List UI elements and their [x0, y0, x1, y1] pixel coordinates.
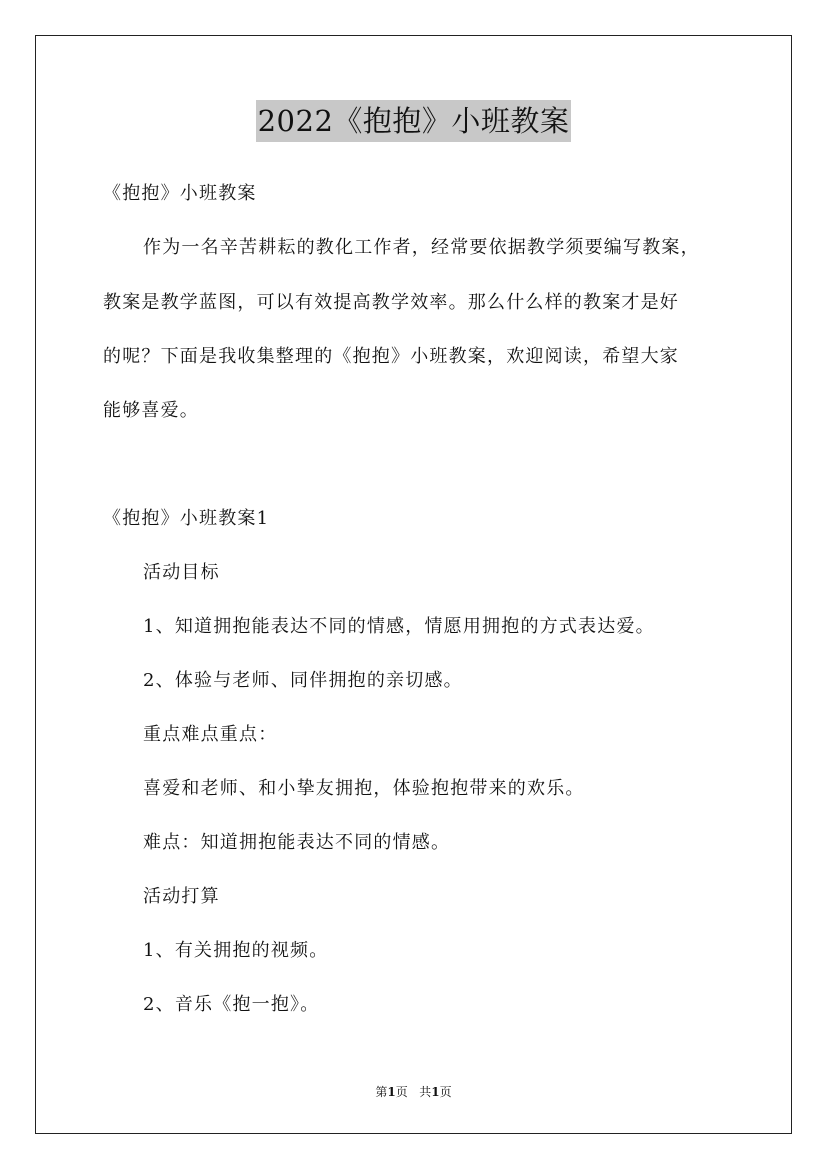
body-line-key-points: 重点难点重点： [143, 724, 278, 745]
body-line-activity-prep: 活动打算 [143, 886, 220, 907]
body-line-key-point-text: 喜爱和老师、和小挚友拥抱，体验抱抱带来的欢乐。 [143, 778, 585, 799]
footer-suffix: 页 [439, 1085, 452, 1099]
document-subtitle: 《抱抱》小班教案 [103, 183, 257, 204]
footer-page-total: 1 [431, 1085, 440, 1099]
title-container [0, 100, 827, 142]
intro-line-4: 能够喜爱。 [103, 400, 199, 421]
body-line-goal-2: 2、体验与老师、同伴拥抱的亲切感。 [143, 670, 463, 691]
section-title: 《抱抱》小班教案1 [103, 508, 270, 529]
body-line-prep-2: 2、音乐《抱一抱》。 [143, 994, 320, 1015]
page-footer [0, 1084, 827, 1100]
body-line-difficulty: 难点：知道拥抱能表达不同的情感。 [143, 832, 451, 853]
intro-line-3: 的呢？下面是我收集整理的《抱抱》小班教案，欢迎阅读，希望大家 [103, 346, 679, 367]
body-line-activity-goals: 活动目标 [143, 562, 220, 583]
intro-line-2: 教案是教学蓝图，可以有效提高教学效率。那么什么样的教案才是好 [103, 292, 679, 313]
footer-prefix: 第 [375, 1085, 388, 1099]
footer-page-number: 1 [387, 1085, 396, 1099]
intro-line-1: 作为一名辛苦耕耘的教化工作者，经常要依据教学须要编写教案， [143, 237, 700, 258]
footer-mid: 页 共 [395, 1085, 432, 1099]
document-title: 2022《抱抱》小班教案 [256, 100, 572, 142]
body-line-goal-1: 1、知道拥抱能表达不同的情感，情愿用拥抱的方式表达爱。 [143, 616, 655, 637]
body-line-prep-1: 1、有关拥抱的视频。 [143, 940, 329, 961]
